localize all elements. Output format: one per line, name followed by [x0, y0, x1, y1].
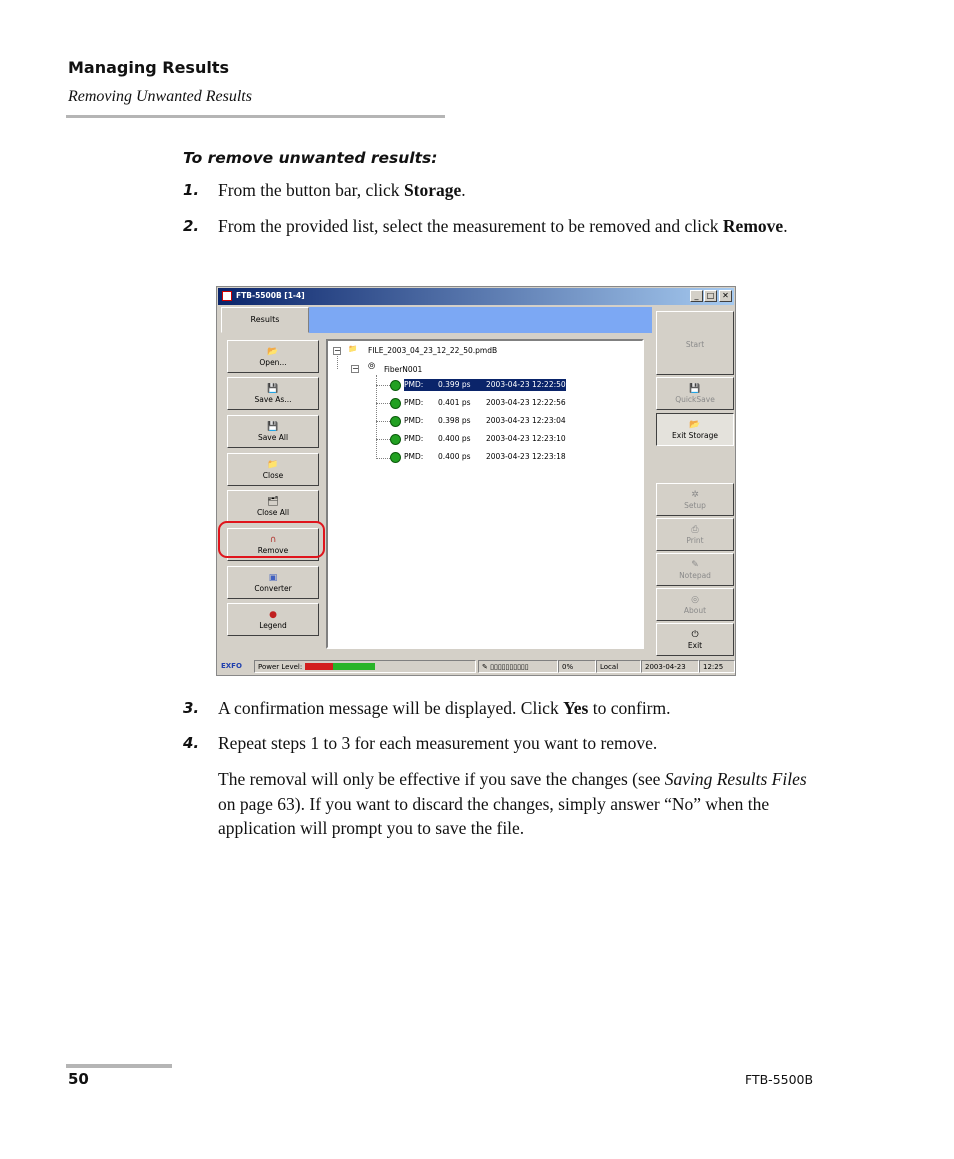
exit-storage-button[interactable]: 📂 Exit Storage [656, 413, 734, 446]
pass-icon [390, 398, 401, 409]
quicksave-button[interactable]: 💾 QuickSave [656, 377, 734, 410]
open-folder-icon: 📂 [689, 420, 701, 430]
floppy-icon: 💾 [267, 422, 279, 432]
tree-line [376, 439, 390, 440]
folder-icon: 📁 [348, 344, 358, 353]
fiber-icon: ⦾ [368, 362, 376, 372]
header-rule [66, 115, 445, 118]
step-number: 3. [183, 699, 200, 717]
result-date: 2003-04-23 12:23:18 [486, 452, 566, 461]
result-row[interactable] [404, 451, 566, 463]
product-name: FTB-5500B [745, 1072, 814, 1087]
probe-icon: ✎ [482, 663, 488, 671]
power-level [254, 660, 476, 673]
result-value: 0.400 ps [438, 434, 471, 443]
result-type: PMD: [404, 434, 424, 443]
pass-icon [390, 452, 401, 463]
tree-line [376, 375, 377, 459]
folder-icon: 📁 [267, 460, 279, 470]
exit-button[interactable]: ⏻ Exit [656, 623, 734, 656]
status-text: ▯▯▯▯▯▯▯▯▯▯ [490, 663, 529, 671]
result-date: 2003-04-23 12:22:56 [486, 398, 566, 407]
open-button[interactable]: 📂 Open... [227, 340, 319, 373]
tools-icon: ✲ [691, 490, 699, 500]
tree-line [376, 458, 390, 459]
about-icon: ◎ [691, 595, 699, 605]
save-as-button[interactable]: 💾 Save As... [227, 377, 319, 410]
result-value: 0.398 ps [438, 416, 471, 425]
close-file-button[interactable]: 📁 Close [227, 453, 319, 486]
section-subtitle: Removing Unwanted Results [68, 88, 252, 105]
pulse-icon: ∩ [269, 535, 277, 545]
collapse-toggle[interactable]: − [352, 364, 359, 373]
floppy-icon: 💾 [689, 384, 701, 394]
step-number: 4. [183, 734, 200, 752]
result-row-selected[interactable] [404, 379, 566, 391]
result-row[interactable] [404, 415, 566, 427]
status-bar [218, 660, 734, 674]
folders-icon: 🗂 [267, 497, 279, 507]
result-type: PMD: [404, 452, 424, 461]
xref-link[interactable]: Saving Results Files [664, 769, 807, 789]
result-value: 0.399 ps [438, 380, 471, 389]
result-type: PMD: [404, 398, 424, 407]
floppy-icon: 💾 [267, 384, 279, 394]
time-readout: 12:25 [699, 660, 735, 673]
tab-results[interactable]: Results [221, 307, 309, 333]
legend-button[interactable]: ● Legend [227, 603, 319, 636]
step-text: From the provided list, select the measurement to be removed and click Remove. [218, 216, 788, 236]
result-value: 0.401 ps [438, 398, 471, 407]
footer-rule [66, 1064, 172, 1068]
percent-readout: 0% [558, 660, 596, 673]
close-all-button[interactable]: 🗂 Close All [227, 490, 319, 523]
tree-line [376, 385, 390, 386]
result-row[interactable] [404, 433, 566, 445]
notepad-button[interactable]: ✎ Notepad [656, 553, 734, 586]
remove-button[interactable]: ∩ Remove [227, 528, 319, 561]
pass-icon [390, 380, 401, 391]
power-label: Power Level: [258, 663, 303, 671]
close-button[interactable]: ✕ [719, 290, 732, 302]
start-button[interactable]: Start [656, 311, 734, 375]
note-paragraph: The removal will only be effective if you save the changes (see Saving Results Files on page 63). If you want to discard the changes, simply answer “No” when the application will prompt you to save the file. [218, 769, 807, 838]
remove-highlight-callout [218, 521, 325, 558]
fiber-node[interactable]: FiberN001 [384, 365, 423, 374]
procedure-title: To remove unwanted results: [183, 149, 438, 167]
mode-readout: Local [596, 660, 641, 673]
power-icon: ⏻ [691, 630, 699, 640]
result-date: 2003-04-23 12:22:50 [486, 380, 566, 389]
result-date: 2003-04-23 12:23:10 [486, 434, 566, 443]
about-button[interactable]: ◎ About [656, 588, 734, 621]
legend-icon: ● [269, 610, 277, 620]
step-number: 2. [183, 217, 200, 235]
tree-line [376, 421, 390, 422]
open-folder-icon: 📂 [267, 347, 279, 357]
result-row[interactable] [404, 397, 566, 409]
section-title: Managing Results [68, 58, 229, 77]
converter-button[interactable]: ▣ Converter [227, 566, 319, 599]
pass-icon [390, 416, 401, 427]
result-type: PMD: [404, 416, 424, 425]
save-all-button[interactable]: 💾 Save All [227, 415, 319, 448]
exfo-logo: EXFO [221, 662, 242, 670]
step-number: 1. [183, 181, 200, 199]
window-titlebar [218, 288, 734, 305]
result-type: PMD: [404, 380, 424, 389]
results-tree-panel [326, 339, 644, 649]
step-text: Repeat steps 1 to 3 for each measurement you want to remove. [218, 733, 658, 753]
image-icon: ▣ [268, 573, 278, 583]
printer-icon: ⎙ [691, 525, 699, 535]
maximize-button[interactable]: □ [704, 290, 717, 302]
step-text: From the button bar, click Storage. [218, 180, 466, 200]
tree-line [337, 356, 338, 369]
minimize-button[interactable]: _ [690, 290, 703, 302]
result-value: 0.400 ps [438, 452, 471, 461]
app-window [216, 286, 736, 676]
print-button[interactable]: ⎙ Print [656, 518, 734, 551]
setup-button[interactable]: ✲ Setup [656, 483, 734, 516]
result-date: 2003-04-23 12:23:04 [486, 416, 566, 425]
date-readout: 2003-04-23 [641, 660, 699, 673]
app-logo-icon [222, 291, 232, 301]
pass-icon [390, 434, 401, 445]
power-level-meter [305, 663, 375, 670]
step-text: A confirmation message will be displayed. Click Yes to confirm. [218, 698, 671, 718]
notepad-icon: ✎ [691, 560, 699, 570]
window-title: FTB-5500B [1-4] [236, 291, 305, 300]
page-number: 50 [68, 1070, 89, 1088]
collapse-toggle[interactable]: − [334, 346, 341, 355]
tab-strip [309, 307, 652, 333]
file-node[interactable]: FILE_2003_04_23_12_22_50.pmdB [368, 346, 498, 355]
tree-line [376, 403, 390, 404]
probe-status [478, 660, 558, 673]
